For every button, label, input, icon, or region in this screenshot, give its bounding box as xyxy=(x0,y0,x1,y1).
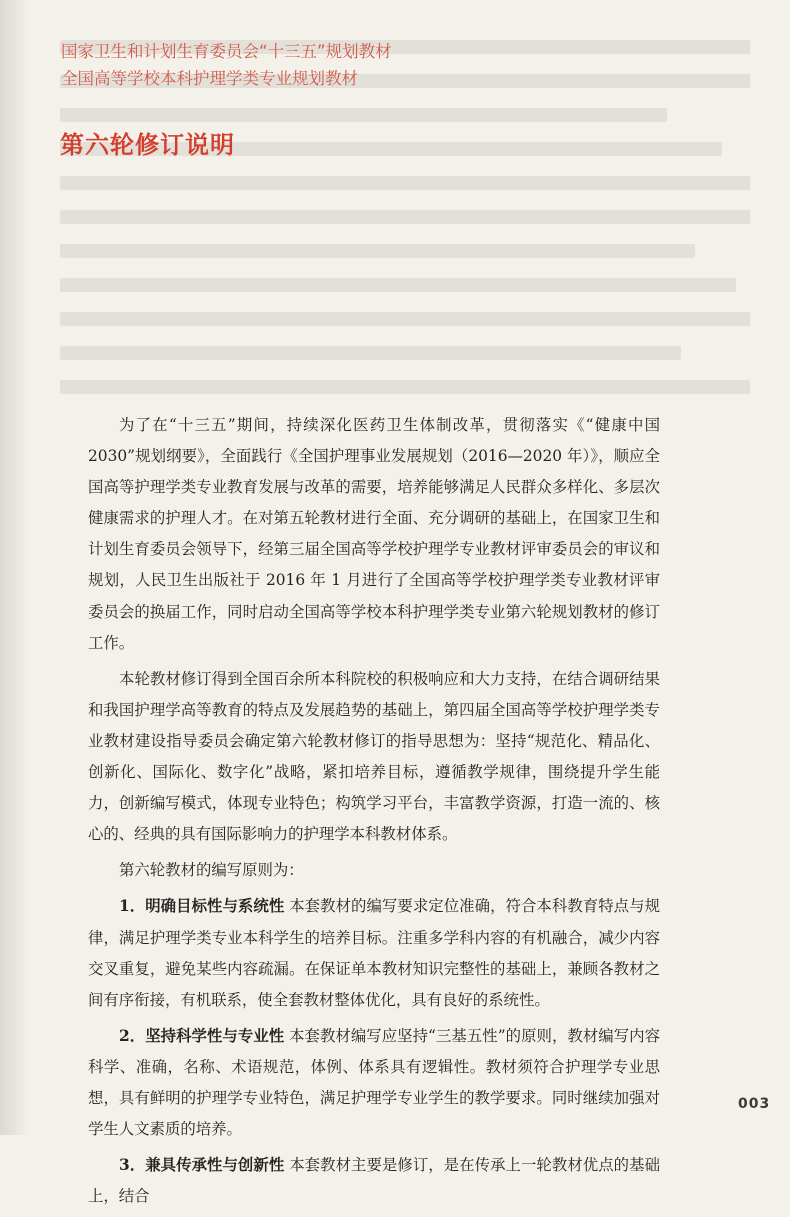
principle-2 xyxy=(88,1021,660,1145)
header-line-2: 全国高等学校本科护理学类专业规划教材 xyxy=(61,69,358,88)
show-through-text xyxy=(60,40,750,390)
header-line-1: 国家卫生和计划生育委员会“十三五”规划教材 xyxy=(61,42,392,61)
paragraph-1: 为了在“十三五”期间，持续深化医药卫生体制改革，贯彻落实《“健康中国 2030”规划纲要》，全面践行《全国护理事业发展规划（2016—2020 年）》，顺应全国高等护理学类专业教育发展与改革的需要，培养能够满足人民群众多样化、多层次健康需求的护理人才。在对第五轮教材进行全面、充分调研的基础上，在国家卫生和计划生育委员会领导下，经第三届全国高等学校护理学专业教材评审委员会的审议和规划，人民卫生出版社于 2016 年 1 月进行了全国高等学校护理学类专业教材评审委员会的换届工作，同时启动全国高等学校本科护理学类专业第六轮规划教材的修订工作。 xyxy=(88,416,660,652)
principle-2-heading: 2．坚持科学性与专业性 xyxy=(119,1026,285,1045)
section-title: 第六轮修订说明 xyxy=(60,131,235,159)
paragraph-2: 本轮教材修订得到全国百余所本科院校的积极响应和大力支持，在结合调研结果和我国护理学高等教育的特点及发展趋势的基础上，第四届全国高等学校护理学类专业教材建设指导委员会确定第六轮教材修订的指导思想为：坚持“规范化、精品化、创新化、国际化、数字化”战略，紧扣培养目标，遵循教学规律，围绕提升学生能力，创新编写模式，体现专业特色；构筑学习平台，丰富教学资源，打造一流的、核心的、经典的具有国际影响力的护理学本科教材体系。 xyxy=(88,669,660,844)
body-text xyxy=(88,410,660,1217)
principle-3 xyxy=(88,1150,660,1212)
principle-1 xyxy=(88,891,660,1015)
principle-3-text: 本套教材主要是修订，是在传承上一轮教材优点的基础上，结合 xyxy=(88,1156,660,1206)
principle-2-text: 本套教材编写应坚持“三基五性”的原则，教材编写内容科学、准确，名称、术语规范，体例、体系具有逻辑性。教材须符合护理学专业思想，具有鲜明的护理学专业特色，满足护理学专业学生的教学要求。同时继续加强对学生人文素质的培养。 xyxy=(88,1026,660,1139)
paragraph-3: 第六轮教材的编写原则为： xyxy=(119,861,304,880)
page-crease-shadow xyxy=(0,0,30,1135)
principle-1-text: 本套教材的编写要求定位准确，符合本科教育特点与规律，满足护理学类专业本科学生的培养目标。注重多学科内容的有机融合，减少内容交叉重复，避免某些内容疏漏。在保证单本教材知识完整性的基础上，兼顾各教材之间有序衔接，有机联系，使全套教材整体优化，具有良好的系统性。 xyxy=(88,897,660,1009)
page-number: 003 xyxy=(738,1096,771,1112)
principle-1-heading: 1．明确目标性与系统性 xyxy=(119,897,285,916)
principle-3-heading: 3．兼具传承性与创新性 xyxy=(119,1156,285,1175)
running-header xyxy=(61,38,392,92)
